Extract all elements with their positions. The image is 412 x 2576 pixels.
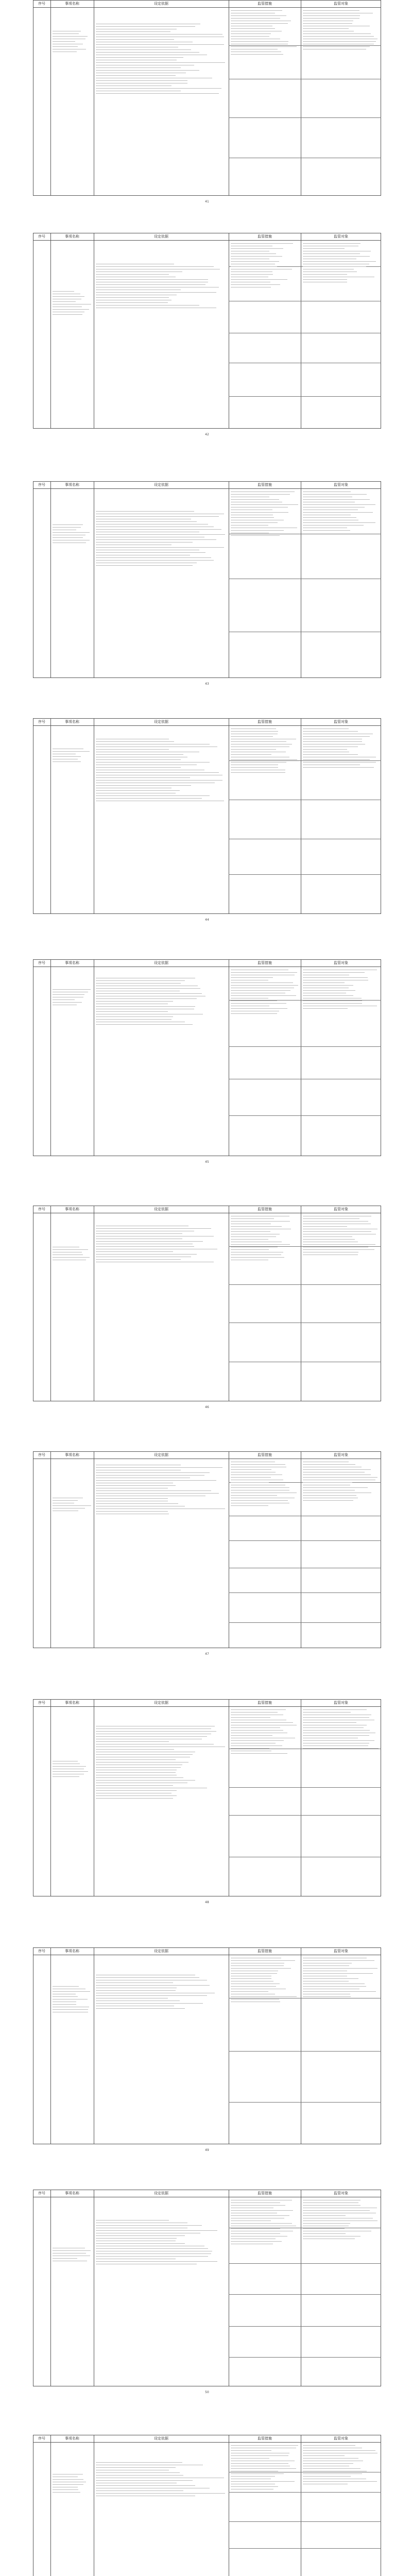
page-number: 49	[205, 2148, 209, 2152]
text-block	[53, 1498, 92, 1513]
header-seq: 序号	[38, 961, 45, 965]
row-divider	[229, 2102, 381, 2103]
document-page	[33, 1699, 381, 1904]
header-item: 事项名称	[65, 1701, 79, 1705]
page-number: 47	[205, 1652, 209, 1656]
text-block	[96, 1465, 227, 1516]
document-page	[33, 2190, 381, 2394]
text-block	[231, 970, 299, 1016]
text-block	[303, 1958, 379, 1999]
header-measure: 监管措施	[258, 1701, 272, 1705]
header-item: 事项名称	[65, 1207, 79, 1211]
header-basis: 设定依据	[154, 1207, 168, 1211]
header-seq: 序号	[38, 2436, 45, 2441]
row-divider	[229, 2492, 381, 2493]
header-subject: 监管对象	[334, 1949, 348, 1953]
row-divider	[229, 1592, 381, 1593]
table-header	[33, 1699, 381, 1707]
document-page	[33, 1206, 381, 1409]
header-item: 事项名称	[65, 2436, 79, 2441]
row-divider	[229, 874, 381, 875]
text-block	[96, 1226, 227, 1264]
text-block	[96, 978, 227, 1027]
row-divider	[229, 2357, 381, 2358]
table-header	[33, 0, 381, 8]
text-block	[53, 2248, 92, 2263]
text-block	[231, 2200, 299, 2246]
header-seq: 序号	[38, 1949, 45, 1953]
text-block	[303, 728, 379, 770]
header-measure: 监管措施	[258, 1949, 272, 1953]
text-block	[231, 2445, 299, 2492]
page-number: 41	[205, 200, 209, 204]
row-divider	[229, 1815, 381, 1816]
document-page	[33, 0, 381, 204]
column-divider	[50, 1947, 51, 2144]
table-header	[33, 1451, 381, 1459]
header-measure: 监管措施	[258, 2436, 272, 2441]
header-seq: 序号	[38, 2191, 45, 2195]
text-block	[96, 1975, 227, 2011]
column-divider	[50, 2435, 51, 2576]
document-page	[33, 2435, 381, 2576]
row-divider	[229, 2548, 381, 2549]
text-block	[303, 1462, 379, 1503]
document-page	[33, 1451, 381, 1656]
row-divider	[229, 1284, 381, 1285]
header-seq: 序号	[38, 483, 45, 487]
text-block	[53, 1247, 92, 1262]
header-basis: 设定依据	[154, 483, 168, 487]
document-page	[33, 233, 381, 436]
text-block	[53, 2474, 92, 2495]
page-number: 48	[205, 1901, 209, 1904]
table-header	[33, 1206, 381, 1213]
header-basis: 设定依据	[154, 2, 168, 6]
text-block	[303, 2445, 379, 2486]
header-subject: 监管对象	[334, 2191, 348, 2195]
text-block	[96, 739, 227, 803]
row-divider	[229, 1787, 381, 1788]
header-item: 事项名称	[65, 1453, 79, 1457]
header-measure: 监管措施	[258, 234, 272, 239]
row-divider	[229, 1540, 381, 1541]
header-basis: 设定依据	[154, 720, 168, 724]
text-block	[231, 492, 299, 538]
text-block	[53, 291, 92, 317]
header-measure: 监管措施	[258, 720, 272, 724]
text-block	[96, 264, 227, 310]
text-block	[96, 1726, 227, 1801]
table-header	[33, 2435, 381, 2443]
text-block	[53, 524, 92, 545]
header-measure: 监管措施	[258, 961, 272, 965]
header-measure: 监管措施	[258, 2, 272, 6]
header-item: 事项名称	[65, 720, 79, 724]
header-item: 事项名称	[65, 234, 79, 239]
text-block	[231, 10, 299, 57]
text-block	[53, 31, 92, 54]
page-number: 42	[205, 433, 209, 436]
document-page	[33, 718, 381, 922]
column-divider	[50, 1699, 51, 1896]
header-subject: 监管对象	[334, 234, 348, 239]
column-divider	[50, 1451, 51, 1648]
table-header	[33, 1947, 381, 1955]
table-header	[33, 718, 381, 726]
page-number: 46	[205, 1405, 209, 1409]
header-measure: 监管措施	[258, 1207, 272, 1211]
row-divider	[229, 2326, 381, 2327]
header-item: 事项名称	[65, 1949, 79, 1953]
header-basis: 设定依据	[154, 2191, 168, 2195]
header-basis: 设定依据	[154, 1453, 168, 1457]
text-block	[231, 728, 299, 775]
text-block	[303, 2200, 379, 2241]
row-divider	[229, 117, 381, 118]
document-page	[33, 1947, 381, 2152]
text-block	[303, 1216, 379, 1257]
header-basis: 设定依据	[154, 1949, 168, 1953]
header-measure: 监管措施	[258, 483, 272, 487]
header-seq: 序号	[38, 1701, 45, 1705]
text-block	[53, 1761, 92, 1779]
row-divider	[229, 2263, 381, 2264]
text-block	[96, 24, 227, 96]
table-header	[33, 233, 381, 241]
header-subject: 监管对象	[334, 2, 348, 6]
table-header	[33, 481, 381, 489]
text-block	[303, 492, 379, 533]
table-header	[33, 2190, 381, 2197]
text-block	[96, 2462, 227, 2498]
header-measure: 监管措施	[258, 2191, 272, 2195]
text-block	[303, 1709, 379, 1751]
text-block	[96, 2220, 227, 2266]
row-divider	[229, 2521, 381, 2522]
column-divider	[50, 481, 51, 678]
column-divider	[50, 2190, 51, 2386]
header-seq: 序号	[38, 234, 45, 239]
header-subject: 监管对象	[334, 1207, 348, 1211]
header-seq: 序号	[38, 1207, 45, 1211]
text-block	[231, 1958, 299, 2004]
header-item: 事项名称	[65, 961, 79, 965]
text-block	[303, 243, 379, 284]
text-block	[231, 1216, 299, 1262]
text-block	[53, 1986, 92, 2014]
header-subject: 监管对象	[334, 2436, 348, 2441]
header-item: 事项名称	[65, 483, 79, 487]
header-seq: 序号	[38, 720, 45, 724]
header-basis: 设定依据	[154, 234, 168, 239]
header-basis: 设定依据	[154, 1701, 168, 1705]
header-basis: 设定依据	[154, 961, 168, 965]
header-item: 事项名称	[65, 2191, 79, 2195]
text-block	[303, 970, 379, 1011]
header-subject: 监管对象	[334, 1701, 348, 1705]
text-block	[53, 749, 92, 764]
document-page	[33, 959, 381, 1164]
header-seq: 序号	[38, 2, 45, 6]
header-subject: 监管对象	[334, 483, 348, 487]
document-page	[33, 481, 381, 686]
text-block	[231, 1709, 299, 1756]
header-subject: 监管对象	[334, 961, 348, 965]
text-block	[53, 989, 92, 1007]
column-divider	[50, 718, 51, 914]
text-block	[231, 1462, 299, 1508]
row-divider	[229, 1622, 381, 1623]
row-divider	[229, 1115, 381, 1116]
header-subject: 监管对象	[334, 720, 348, 724]
table-header	[33, 959, 381, 967]
text-block	[231, 243, 299, 290]
column-divider	[50, 0, 51, 196]
column-divider	[50, 959, 51, 1156]
header-item: 事项名称	[65, 2, 79, 6]
page-number: 43	[205, 682, 209, 686]
header-measure: 监管措施	[258, 1453, 272, 1457]
page-number: 50	[205, 2391, 209, 2394]
text-block	[303, 10, 379, 52]
header-basis: 设定依据	[154, 2436, 168, 2441]
page-number: 44	[205, 918, 209, 922]
header-seq: 序号	[38, 1453, 45, 1457]
row-divider	[229, 2294, 381, 2295]
row-divider	[229, 2051, 381, 2052]
column-divider	[50, 233, 51, 429]
page-number: 45	[205, 1160, 209, 1164]
row-divider	[229, 1046, 381, 1047]
column-divider	[50, 1206, 51, 1401]
row-divider	[229, 396, 381, 397]
header-subject: 监管对象	[334, 1453, 348, 1457]
text-block	[96, 511, 227, 568]
